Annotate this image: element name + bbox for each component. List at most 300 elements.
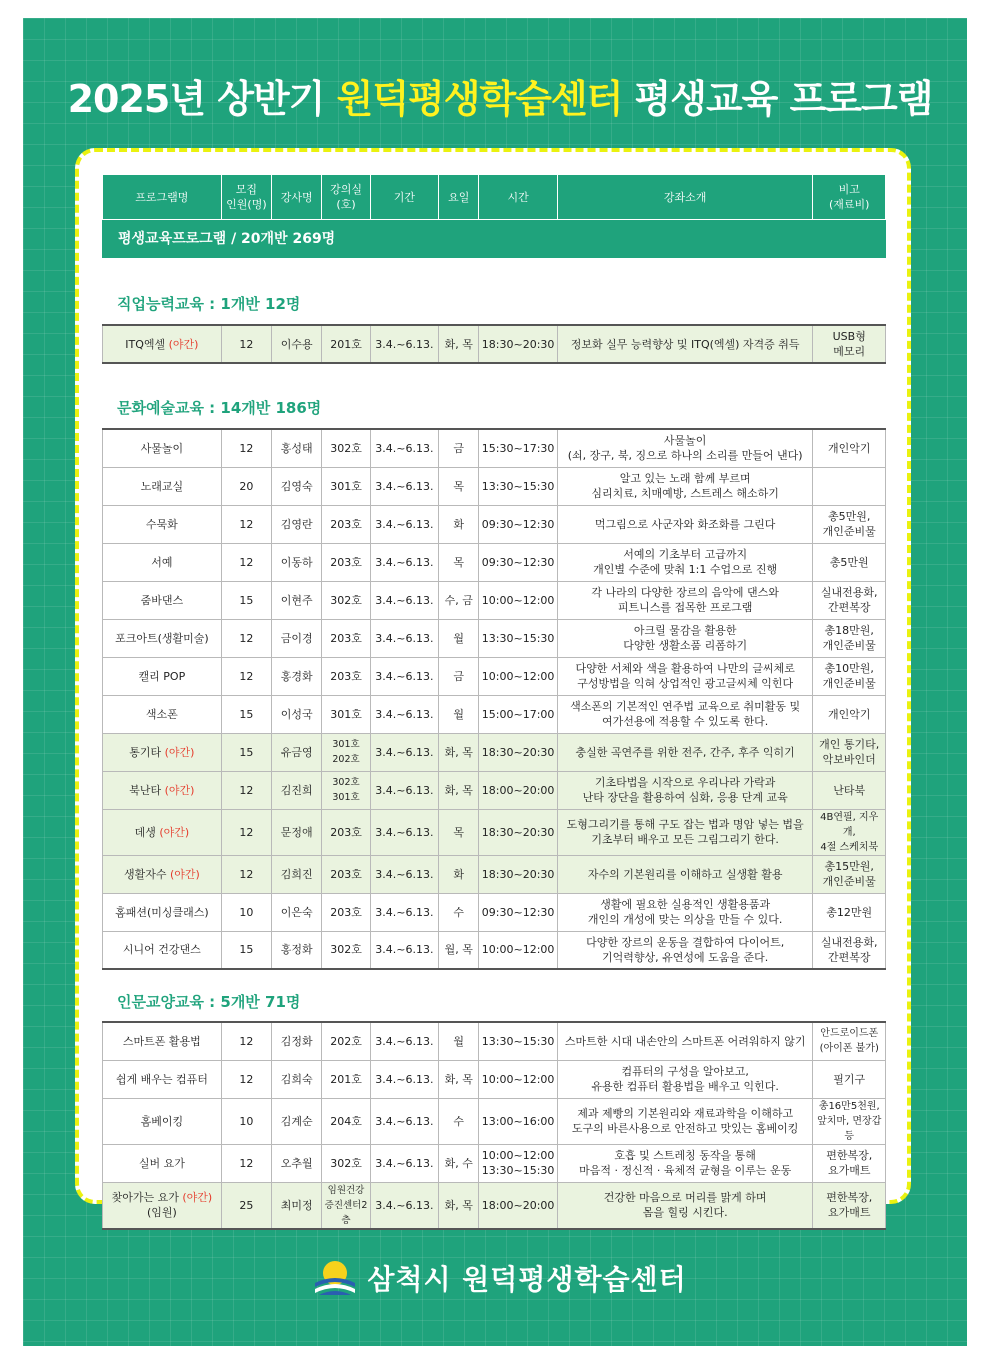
room (322, 467, 370, 505)
capacity (221, 581, 271, 619)
program-name-text: 스마트폰 활용법 (122, 1034, 201, 1048)
time-text: 09:30~12:30 (481, 555, 555, 569)
period (370, 505, 438, 543)
text-line: 안드로이드폰 (820, 1028, 879, 1040)
period-text: 3.4.~6.13. (375, 517, 434, 531)
teacher-name-text: 이수용 (280, 337, 313, 351)
day-text: 금 (453, 669, 465, 683)
program-name (103, 429, 222, 467)
day (439, 1144, 479, 1182)
text-line: 요가매트 (827, 1164, 871, 1177)
program-name (103, 505, 222, 543)
description (557, 1182, 813, 1229)
day-text: 화, 목 (444, 745, 473, 759)
day (439, 733, 479, 771)
program-name (103, 619, 222, 657)
teacher-name (272, 771, 322, 809)
program-name (103, 855, 222, 893)
period-text: 3.4.~6.13. (375, 825, 434, 839)
note (813, 543, 886, 581)
text-line: 총16만5천원, (818, 1100, 880, 1112)
table-row (103, 581, 886, 619)
text-line: 개인별 수준에 맞춰 1:1 수업으로 진행 (593, 563, 778, 576)
room (322, 619, 370, 657)
capacity (221, 1182, 271, 1229)
room (322, 695, 370, 733)
period-text: 3.4.~6.13. (375, 555, 434, 569)
period (370, 581, 438, 619)
section-culture-arts-title: 문화예술교육 : 14개반 186명 (117, 399, 322, 417)
center-logo-icon (313, 1259, 357, 1297)
capacity (221, 771, 271, 809)
room-text: 203호 (330, 825, 362, 839)
capacity-text: 12 (239, 783, 254, 797)
text-line: (재료비) (829, 198, 870, 211)
program-name-text: 줌바댄스 (140, 593, 184, 607)
description-text: 스마트한 시대 내손안의 스마트폰 어려워하지 않기 (564, 1034, 806, 1048)
description (557, 1144, 813, 1182)
room (322, 581, 370, 619)
room-text: 203호 (330, 905, 362, 919)
note (813, 893, 886, 931)
table-row (103, 1022, 886, 1060)
note (813, 771, 886, 809)
note (813, 1098, 886, 1144)
header-time (479, 175, 558, 220)
room (322, 809, 370, 855)
program-name (103, 581, 222, 619)
text-line: 증진센터2층 (324, 1199, 368, 1226)
room (322, 1182, 370, 1229)
description (557, 429, 813, 467)
note (813, 325, 886, 363)
room-text: 301호 (330, 479, 362, 493)
capacity (221, 325, 271, 363)
table-row (103, 855, 886, 893)
text-line: 프로그램명 (135, 190, 189, 204)
teacher-name-text: 김진희 (280, 783, 313, 797)
time-text: 15:00~17:00 (481, 707, 555, 721)
header-period (370, 175, 438, 220)
description (557, 1098, 813, 1144)
program-name (103, 1022, 222, 1060)
day-text: 수, 금 (444, 593, 473, 607)
text-line: 인원(명) (226, 198, 267, 211)
day-text: 월 (453, 1034, 465, 1048)
teacher-name (272, 543, 322, 581)
description-text: 정보화 실무 능력향상 및 ITQ(엑셀) 자격증 취득 (570, 337, 800, 351)
program-name-text: 통기타 (129, 745, 162, 759)
period (370, 1182, 438, 1229)
teacher-name-text: 김영숙 (280, 479, 313, 493)
description (557, 931, 813, 969)
page-title (0, 68, 1000, 123)
day-text: 화, 목 (444, 1198, 473, 1212)
table-row (103, 429, 886, 467)
text-line: 구성방법을 익혀 상업적인 광고글씨체 익힌다 (577, 677, 794, 690)
text-line: 10:00~12:00 (481, 1149, 555, 1162)
text-line: USB형 (832, 330, 866, 343)
capacity (221, 429, 271, 467)
text-line: 사물놀이 (663, 434, 707, 448)
text-line: 간편복장 (827, 950, 871, 964)
section-vocational-table (102, 324, 886, 364)
time-text: 18:00~20:00 (481, 1198, 555, 1212)
time (479, 581, 558, 619)
table-row (103, 695, 886, 733)
text-line: 앞치마, 면장갑 등 (817, 1115, 882, 1142)
teacher-name-text: 이동하 (280, 555, 313, 569)
day (439, 855, 479, 893)
capacity-text: 20 (239, 479, 254, 493)
period-text: 3.4.~6.13. (375, 669, 434, 683)
note-text: 개인악기 (827, 441, 871, 455)
text-line: 알고 있는 노래 함께 부르며 (619, 472, 751, 485)
period-text: 3.4.~6.13. (375, 867, 434, 881)
text-line: 건강한 마음으로 머리를 맑게 하며 (603, 1191, 767, 1204)
day (439, 619, 479, 657)
text-line: 각 나라의 다양한 장르의 음악에 댄스와 (591, 586, 779, 599)
time (479, 931, 558, 969)
night-tag: (야간) (164, 783, 195, 797)
day-text: 목 (453, 479, 465, 493)
program-name-text: 데생 (134, 825, 156, 839)
time-text: 09:30~12:30 (481, 905, 555, 919)
table-row (103, 733, 886, 771)
time (479, 771, 558, 809)
night-tag: (야간) (168, 337, 199, 351)
capacity-text: 12 (239, 669, 254, 683)
capacity (221, 893, 271, 931)
note-text: 개인악기 (827, 707, 871, 721)
time-text: 13:30~15:30 (481, 631, 555, 645)
section-vocational-title: 직업능력교육 : 1개반 12명 (117, 295, 301, 313)
text-line: 피트니스를 접목한 프로그램 (617, 601, 753, 614)
day-text: 화, 수 (444, 1156, 473, 1170)
header-teacher (272, 175, 322, 220)
note (813, 1182, 886, 1229)
program-name-text: 수묵화 (145, 517, 178, 531)
day (439, 325, 479, 363)
note (813, 733, 886, 771)
capacity (221, 931, 271, 969)
time (479, 505, 558, 543)
time-text: 09:30~12:30 (481, 517, 555, 531)
teacher-name (272, 581, 322, 619)
teacher-name-text: 이은숙 (280, 905, 313, 919)
day-text: 목 (453, 555, 465, 569)
text-line: 편한복장, (826, 1149, 873, 1162)
program-name-text: 시니어 건강댄스 (122, 943, 201, 957)
program-name-sub: (임원) (146, 1206, 177, 1219)
period-text: 3.4.~6.13. (375, 1072, 434, 1086)
teacher-name (272, 429, 322, 467)
program-name-text: 색소폰 (145, 707, 178, 721)
note-text: 난타북 (833, 783, 866, 797)
table-row (103, 809, 886, 855)
capacity-text: 10 (239, 905, 254, 919)
table-header (102, 174, 886, 220)
text-line: 기억력향상, 유연성에 도움을 준다. (602, 950, 769, 964)
teacher-name (272, 1182, 322, 1229)
text-line: 다양한 생활소품 리폼하기 (623, 639, 748, 652)
text-line: 생활에 필요한 실용적인 생활용품과 (600, 898, 771, 911)
time (479, 1060, 558, 1098)
period (370, 855, 438, 893)
program-name-text: 홈패션(미싱클래스) (115, 905, 209, 919)
program-name (103, 1098, 222, 1144)
day (439, 1182, 479, 1229)
period-text: 3.4.~6.13. (375, 707, 434, 721)
text-line: 강사명 (280, 190, 313, 204)
description-text: 충실한 곡연주를 위한 전주, 간주, 후주 익히기 (575, 745, 795, 759)
description (557, 771, 813, 809)
time (479, 733, 558, 771)
text-line: 유용한 컴퓨터 활용법을 배우고 익힌다. (591, 1080, 779, 1093)
text-line: 302호 (332, 777, 360, 788)
day (439, 1022, 479, 1060)
table-row (103, 619, 886, 657)
day-text: 화 (453, 867, 465, 881)
text-line: 모집 (235, 183, 258, 196)
note (813, 467, 886, 505)
program-name (103, 325, 222, 363)
room-text: 203호 (330, 631, 362, 645)
time (479, 1182, 558, 1229)
text-line: 202호 (332, 754, 360, 765)
text-line: 난타 장단을 활용하여 심화, 응용 단계 교육 (582, 791, 788, 804)
period (370, 893, 438, 931)
note (813, 1022, 886, 1060)
teacher-name (272, 893, 322, 931)
capacity-text: 12 (239, 517, 254, 531)
teacher-name-text: 김희숙 (280, 1072, 313, 1086)
description (557, 733, 813, 771)
capacity-text: 15 (239, 943, 254, 957)
note (813, 1060, 886, 1098)
capacity (221, 695, 271, 733)
day-text: 수 (453, 1114, 465, 1128)
program-name-text: 사물놀이 (140, 441, 184, 455)
period-text: 3.4.~6.13. (375, 479, 434, 493)
text-line: 개인준비물 (822, 525, 876, 538)
period (370, 619, 438, 657)
text-line: 총15만원, (824, 860, 874, 873)
room (322, 931, 370, 969)
program-name (103, 695, 222, 733)
program-name (103, 733, 222, 771)
period-text: 3.4.~6.13. (375, 631, 434, 645)
teacher-name-text: 홍성태 (280, 441, 313, 455)
table-row (103, 893, 886, 931)
capacity (221, 505, 271, 543)
text-line: 몸을 힐링 시킨다. (642, 1206, 728, 1219)
table-row (103, 1060, 886, 1098)
header-capacity (221, 175, 271, 220)
text-line: 메모리 (833, 345, 866, 358)
capacity-text: 12 (239, 555, 254, 569)
capacity (221, 809, 271, 855)
period-text: 3.4.~6.13. (375, 593, 434, 607)
room (322, 1060, 370, 1098)
day (439, 771, 479, 809)
program-name (103, 1182, 222, 1229)
section-culture-arts-table (102, 428, 886, 970)
teacher-name-text: 김희진 (280, 867, 313, 881)
program-name (103, 657, 222, 695)
room-text: 201호 (330, 337, 362, 351)
capacity (221, 855, 271, 893)
capacity (221, 1060, 271, 1098)
program-name (103, 1144, 222, 1182)
period (370, 1022, 438, 1060)
text-line: 임원건강 (327, 1184, 365, 1196)
time-text: 18:30~20:30 (481, 825, 555, 839)
description-text: 먹그림으로 사군자와 화조화를 그린다 (594, 517, 776, 531)
text-line: 13:30~15:30 (481, 1164, 555, 1177)
text-line: 강의실 (330, 183, 362, 196)
capacity-text: 12 (239, 441, 254, 455)
time-text: 10:00~12:00 (481, 1072, 555, 1086)
program-name-text: 북난타 (129, 783, 162, 797)
room (322, 1098, 370, 1144)
time-text: 18:30~20:30 (481, 867, 555, 881)
header-day (439, 175, 479, 220)
text-line: (아이폰 불가) (819, 1043, 879, 1055)
teacher-name (272, 931, 322, 969)
text-line: 요일 (448, 190, 470, 204)
day-text: 화, 목 (444, 337, 473, 351)
day (439, 1060, 479, 1098)
text-line: 마음적 · 정신적 · 육체적 균형을 이루는 운동 (579, 1164, 792, 1177)
capacity-text: 12 (239, 1156, 254, 1170)
time (479, 695, 558, 733)
text-line: 실내전용화, (820, 935, 878, 949)
capacity (221, 1022, 271, 1060)
capacity-text: 15 (239, 593, 254, 607)
description (557, 855, 813, 893)
time (479, 1098, 558, 1144)
text-line: 제과 제빵의 기본원리와 재료과학을 이해하고 (577, 1107, 794, 1120)
teacher-name-text: 이성국 (280, 707, 313, 721)
time-text: 10:00~12:00 (481, 943, 555, 957)
teacher-name-text: 김영란 (280, 517, 313, 531)
header-program (103, 175, 222, 220)
night-tag: (야간) (159, 825, 190, 839)
total-summary: 평생교육프로그램 / 20개반 269명 (102, 220, 886, 258)
text-line: 요가매트 (827, 1206, 871, 1219)
period (370, 1060, 438, 1098)
time-text: 18:00~20:00 (481, 783, 555, 797)
title-rest: 평생교육 프로그램 (622, 77, 933, 121)
period (370, 931, 438, 969)
text-line: 개인 통기타, (819, 738, 880, 751)
teacher-name-text: 홍정화 (280, 943, 313, 957)
program-name (103, 1060, 222, 1098)
capacity-text: 12 (239, 631, 254, 645)
teacher-name (272, 1060, 322, 1098)
program-name (103, 543, 222, 581)
teacher-name (272, 855, 322, 893)
room-text: 203호 (330, 669, 362, 683)
note (813, 809, 886, 855)
program-name-text: 홈베이킹 (140, 1114, 184, 1128)
text-line: 다양한 서체와 색을 활용하여 나만의 글씨체로 (575, 662, 795, 675)
text-line: 아크릴 물감을 활용한 (633, 624, 737, 637)
time (479, 893, 558, 931)
text-line: 4B연필, 지우개, (820, 811, 879, 838)
description (557, 695, 813, 733)
note (813, 619, 886, 657)
capacity (221, 657, 271, 695)
period (370, 771, 438, 809)
note-text: 총5만원 (829, 555, 869, 569)
text-line: 컴퓨터의 구성을 알아보고, (621, 1065, 749, 1078)
room (322, 855, 370, 893)
teacher-name-text: 최미정 (280, 1198, 313, 1212)
description (557, 543, 813, 581)
room (322, 893, 370, 931)
time (479, 429, 558, 467)
night-tag: (야간) (169, 867, 200, 881)
teacher-name (272, 1022, 322, 1060)
text-line: 301호 (332, 792, 360, 803)
text-line: 시간 (507, 190, 529, 204)
period-text: 3.4.~6.13. (375, 745, 434, 759)
footer-text: 삼척시 원덕평생학습센터 (367, 1263, 687, 1296)
capacity-text: 12 (239, 1034, 254, 1048)
capacity-text: 10 (239, 1114, 254, 1128)
program-name (103, 809, 222, 855)
day-text: 월 (453, 631, 465, 645)
note (813, 581, 886, 619)
teacher-name-text: 문정애 (280, 825, 313, 839)
time (479, 1022, 558, 1060)
text-line: 서예의 기초부터 고급까지 (623, 548, 748, 561)
description (557, 581, 813, 619)
period-text: 3.4.~6.13. (375, 783, 434, 797)
room (322, 657, 370, 695)
teacher-name-text: 유금영 (280, 745, 313, 759)
text-line: 악보바인더 (822, 753, 876, 766)
room-text: 302호 (330, 441, 362, 455)
description-text: 자수의 기본원리를 이해하고 실생활 활용 (587, 867, 783, 881)
text-line: 기초타법을 시작으로 우리나라 가락과 (594, 776, 776, 789)
description (557, 1022, 813, 1060)
room (322, 505, 370, 543)
room-text: 203호 (330, 555, 362, 569)
room-text: 302호 (330, 1156, 362, 1170)
time-text: 10:00~12:00 (481, 593, 555, 607)
program-name (103, 893, 222, 931)
time (479, 467, 558, 505)
text-line: 실내전용화, (820, 586, 878, 599)
time (479, 543, 558, 581)
day (439, 543, 479, 581)
program-name (103, 931, 222, 969)
room (322, 543, 370, 581)
capacity-text: 25 (239, 1198, 254, 1212)
note-text: 총12만원 (826, 905, 873, 919)
day (439, 809, 479, 855)
teacher-name (272, 809, 322, 855)
period-text: 3.4.~6.13. (375, 1114, 434, 1128)
text-line: 도형그리기를 통해 구도 잡는 법과 명암 넣는 법을 (566, 818, 804, 831)
room (322, 1144, 370, 1182)
period (370, 429, 438, 467)
teacher-name-text: 김정화 (280, 1034, 313, 1048)
room-text: 203호 (330, 867, 362, 881)
